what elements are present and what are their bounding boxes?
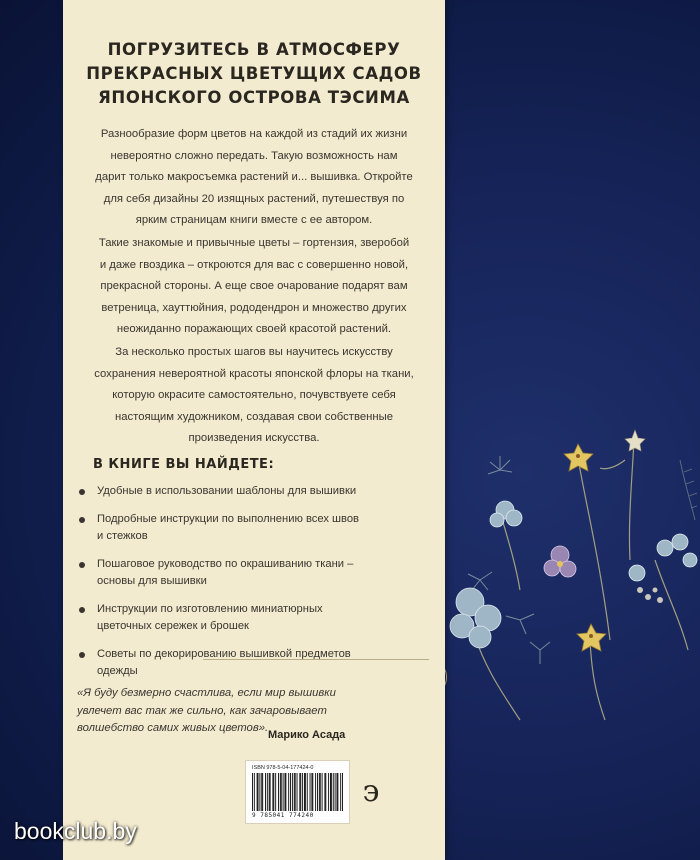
bullet-icon	[79, 607, 85, 613]
barcode-bar	[270, 773, 271, 811]
paragraph-line: За несколько простых шагов вы научитесь искусству	[115, 346, 393, 358]
divider	[203, 659, 429, 660]
paragraph-skills	[63, 342, 445, 450]
quote-author: Марико Асада	[268, 729, 346, 741]
list-item-text: Инструкции по изготовлению миниатюрных	[97, 602, 323, 615]
paragraph-line: настоящим художником, создавая свои собственные	[115, 410, 393, 423]
paragraph-line: ветреница, хауттюйния, рододендрон и множество других	[101, 301, 407, 314]
paragraph-line: неожиданно поражающих своей красотой растений.	[116, 323, 392, 335]
barcode-bar	[288, 773, 289, 811]
barcode-bar	[304, 773, 305, 811]
list-item-text: Советы по декорированию вышивкой предметов	[97, 647, 351, 660]
list-item	[77, 511, 437, 546]
barcode-bar	[319, 773, 320, 811]
list-item	[77, 601, 437, 636]
list-item-text: и стежков	[97, 530, 148, 542]
text-panel	[63, 0, 445, 860]
barcode-bar	[265, 773, 266, 811]
barcode-bar	[281, 773, 282, 811]
list-item	[77, 556, 437, 591]
barcode-bar	[254, 773, 255, 811]
paragraph-line: дарит только макросъемка растений и... вышивка. Откройте	[95, 171, 413, 183]
barcode-bar	[257, 773, 258, 811]
bullet-icon	[79, 562, 85, 568]
list-item-text: одежды	[97, 665, 138, 677]
barcode-bar	[328, 773, 329, 811]
barcode-bar	[269, 773, 270, 811]
barcode-bar	[280, 773, 281, 811]
headline	[63, 38, 445, 110]
paragraph-line: невероятно сложно передать. Такую возможность нам	[110, 149, 398, 162]
barcode-bar	[285, 773, 286, 811]
barcode-bar	[330, 773, 331, 811]
barcode-bar	[307, 773, 308, 811]
list-item-text: основы для вышивки	[97, 575, 207, 587]
list-item	[77, 646, 437, 681]
list-item-text: Удобные в использовании шаблоны для вышивки	[97, 485, 357, 497]
barcode-bar	[262, 773, 263, 811]
barcode-bar	[285, 773, 286, 811]
barcode-bar	[340, 773, 341, 811]
barcode-bar	[290, 773, 291, 811]
paragraph-line: и даже гвоздика – откроются для вас с совершенно новой,	[99, 258, 409, 271]
paragraph-line: для себя дизайны 20 изящных растений, путешествуя по	[103, 192, 405, 205]
quote-line: волшебство самих живых цветов».	[77, 722, 269, 734]
barcode-bar	[337, 773, 338, 811]
barcode-bar	[337, 773, 338, 811]
barcode-bar	[333, 773, 334, 811]
barcode-bar	[294, 773, 295, 811]
barcode-bar	[305, 773, 306, 811]
barcode-bar	[300, 773, 301, 811]
barcode-bar	[283, 773, 284, 811]
paragraph-line: прекрасной стороны. А еще свое очарование подарят вам	[100, 280, 408, 292]
barcode-bar	[311, 773, 312, 811]
barcode-bar	[292, 773, 293, 811]
publisher-logo-icon	[355, 775, 387, 807]
paragraph-line: которую окрасите самостоятельно, почувствуете себя	[112, 389, 396, 401]
barcode-bar	[259, 773, 260, 811]
barcode-bar	[312, 773, 313, 811]
barcode-bar	[335, 773, 336, 811]
barcode-bar	[258, 773, 259, 811]
barcode-bar	[273, 773, 274, 811]
watermark: bookclub.by	[14, 818, 137, 844]
isbn: ISBN 978-5-04-177424-0	[252, 765, 314, 771]
headline-line: ПРЕКРАСНЫХ ЦВЕТУЩИХ САДОВ	[86, 64, 422, 83]
barcode-bar	[322, 773, 323, 811]
barcode-bar	[331, 773, 332, 811]
bullet-icon	[79, 652, 85, 658]
contents-heading: В КНИГЕ ВЫ НАЙДЕТЕ:	[93, 457, 275, 472]
barcode	[245, 760, 350, 824]
barcode-bar	[325, 773, 326, 811]
list-item-text: Пошаговое руководство по окрашиванию ткани –	[97, 557, 354, 570]
paragraph-line: Такие знакомые и привычные цветы – гортензия, зверобой	[98, 237, 410, 249]
paragraph-line: сохранения невероятной красоты японской флоры на ткани,	[94, 367, 414, 380]
paragraph-flowers	[63, 233, 445, 341]
barcode-bar	[278, 773, 279, 811]
bullet-icon	[79, 517, 85, 523]
barcode-bar	[295, 773, 296, 811]
barcode-bar	[317, 773, 318, 811]
barcode-bar	[315, 773, 316, 811]
barcode-bar	[252, 773, 253, 811]
headline-line: ПОГРУЗИТЕСЬ В АТМОСФЕРУ	[107, 40, 401, 59]
paragraph-line: ярким страницам книги вместе с ее автором.	[135, 214, 373, 226]
list-item	[77, 483, 437, 501]
barcode-number: 9 785041 774240	[252, 812, 314, 819]
barcode-bar	[261, 773, 262, 811]
barcode-bars	[252, 773, 343, 811]
barcode-bar	[272, 773, 273, 811]
paragraph-line: Разнообразие форм цветов на каждой из стадий их жизни	[100, 128, 408, 140]
barcode-bar	[310, 773, 311, 811]
barcode-bar	[320, 773, 321, 811]
barcode-bar	[324, 773, 325, 811]
barcode-bar	[297, 773, 298, 811]
paragraph-line: произведения искусства.	[188, 432, 320, 444]
bullet-icon	[79, 489, 85, 495]
svg-text:э: э	[362, 775, 380, 807]
barcode-bar	[299, 773, 300, 811]
list-item-text: Подробные инструкции по выполнению всех швов	[97, 512, 359, 525]
barcode-bar	[275, 773, 276, 811]
barcode-bar	[267, 773, 268, 811]
list-item-text: цветочных сережек и брошек	[97, 620, 249, 632]
barcode-bar	[342, 773, 343, 811]
paragraph-intro	[63, 124, 445, 232]
headline-line: ЯПОНСКОГО ОСТРОВА ТЭСИМА	[98, 88, 410, 107]
barcode-bar	[302, 773, 303, 811]
quote-line: увлечет вас так же сильно, как зачаровывает	[77, 704, 327, 717]
quote-line: «Я буду безмерно счастлива, если мир вышивки	[77, 687, 336, 699]
